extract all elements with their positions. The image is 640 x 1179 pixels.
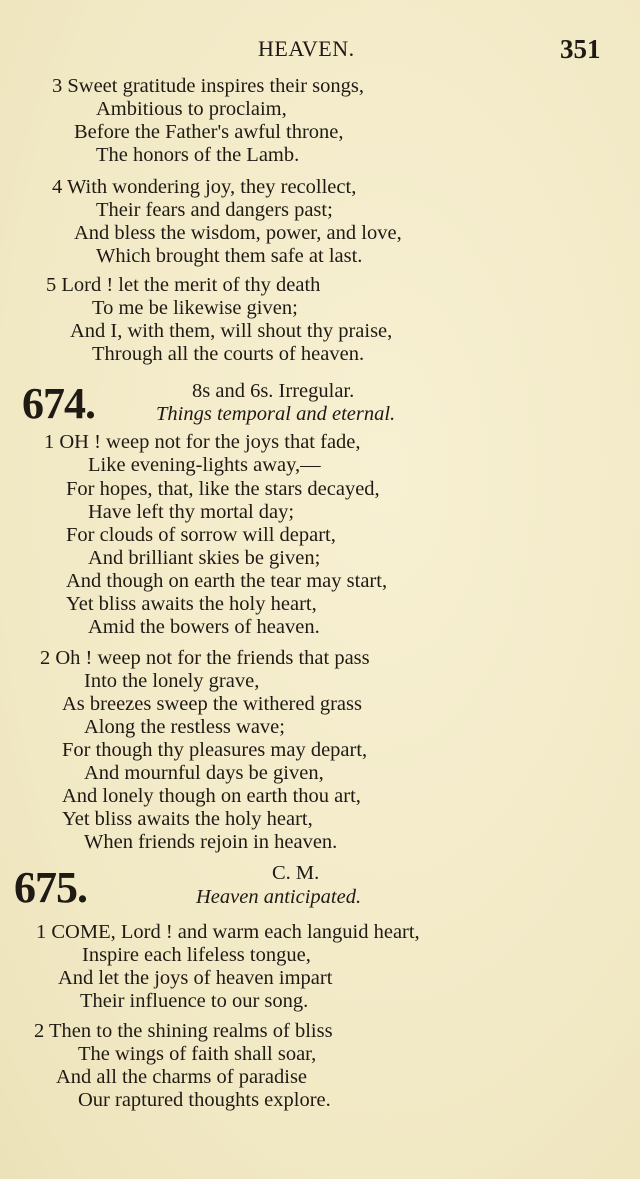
verse-line: And all the charms of paradise xyxy=(56,1066,308,1088)
verse-line: And lonely though on earth thou art, xyxy=(62,785,361,807)
verse-line: And mournful days be given, xyxy=(84,762,324,784)
verse-line: Through all the courts of heaven. xyxy=(92,343,365,365)
verse-line: And I, with them, will shout thy praise, xyxy=(70,320,393,342)
verse-line: For clouds of sorrow will depart, xyxy=(66,524,336,546)
running-title: HEAVEN. xyxy=(258,36,355,61)
verse-line: And though on earth the tear may start, xyxy=(66,570,388,592)
verse-line: When friends rejoin in heaven. xyxy=(84,831,338,853)
verse-line: To me be likewise given; xyxy=(92,297,298,319)
verse-line: 2 Then to the shining realms of bliss xyxy=(34,1020,333,1042)
verse-line: And brilliant skies be given; xyxy=(88,547,321,569)
verse-line: Yet bliss awaits the holy heart, xyxy=(66,593,317,615)
verse-line: 5 Lord ! let the merit of thy death xyxy=(46,274,321,296)
hymn-meter: 8s and 6s. Irregular. xyxy=(192,380,355,402)
verse-line: Into the lonely grave, xyxy=(84,670,260,692)
page-number: 351 xyxy=(560,34,601,64)
verse-line: And let the joys of heaven impart xyxy=(58,967,333,989)
verse-line: The wings of faith shall soar, xyxy=(78,1043,317,1065)
verse-line: Inspire each lifeless tongue, xyxy=(82,944,311,966)
verse-line: Which brought them safe at last. xyxy=(96,245,363,267)
verse-line: 1 OH ! weep not for the joys that fade, xyxy=(44,431,361,453)
hymn-number: 674. xyxy=(22,379,95,428)
verse-line: Ambitious to proclaim, xyxy=(96,98,287,120)
hymn-subtitle: Heaven anticipated. xyxy=(196,886,362,908)
verse-line: For though thy pleasures may depart, xyxy=(62,739,368,761)
hymn-meter: C. M. xyxy=(272,862,320,884)
verse-line: 1 COME, Lord ! and warm each languid heart, xyxy=(36,921,420,943)
hymn-number: 675. xyxy=(14,863,87,912)
verse-line: Before the Father's awful throne, xyxy=(74,121,344,143)
verse-line: Like evening-lights away,— xyxy=(88,454,321,476)
verse-line: 4 With wondering joy, they recollect, xyxy=(52,176,357,198)
verse-line: As breezes sweep the withered grass xyxy=(62,693,362,715)
verse-line: 3 Sweet gratitude inspires their songs, xyxy=(52,75,365,97)
verse-line: Amid the bowers of heaven. xyxy=(88,616,320,638)
verse-line: Our raptured thoughts explore. xyxy=(78,1089,331,1111)
verse-line: Their fears and dangers past; xyxy=(96,199,333,221)
verse-line: 2 Oh ! weep not for the friends that pass xyxy=(40,647,370,669)
verse-line: Their influence to our song. xyxy=(80,990,309,1012)
verse-line: For hopes, that, like the stars decayed, xyxy=(66,478,380,500)
verse-line: Have left thy mortal day; xyxy=(88,501,295,523)
verse-line: And bless the wisdom, power, and love, xyxy=(74,222,402,244)
verse-line: Along the restless wave; xyxy=(84,716,285,738)
verse-line: The honors of the Lamb. xyxy=(96,144,300,166)
verse-line: Yet bliss awaits the holy heart, xyxy=(62,808,313,830)
page-header xyxy=(0,36,640,66)
hymn-subtitle: Things temporal and eternal. xyxy=(156,403,396,425)
